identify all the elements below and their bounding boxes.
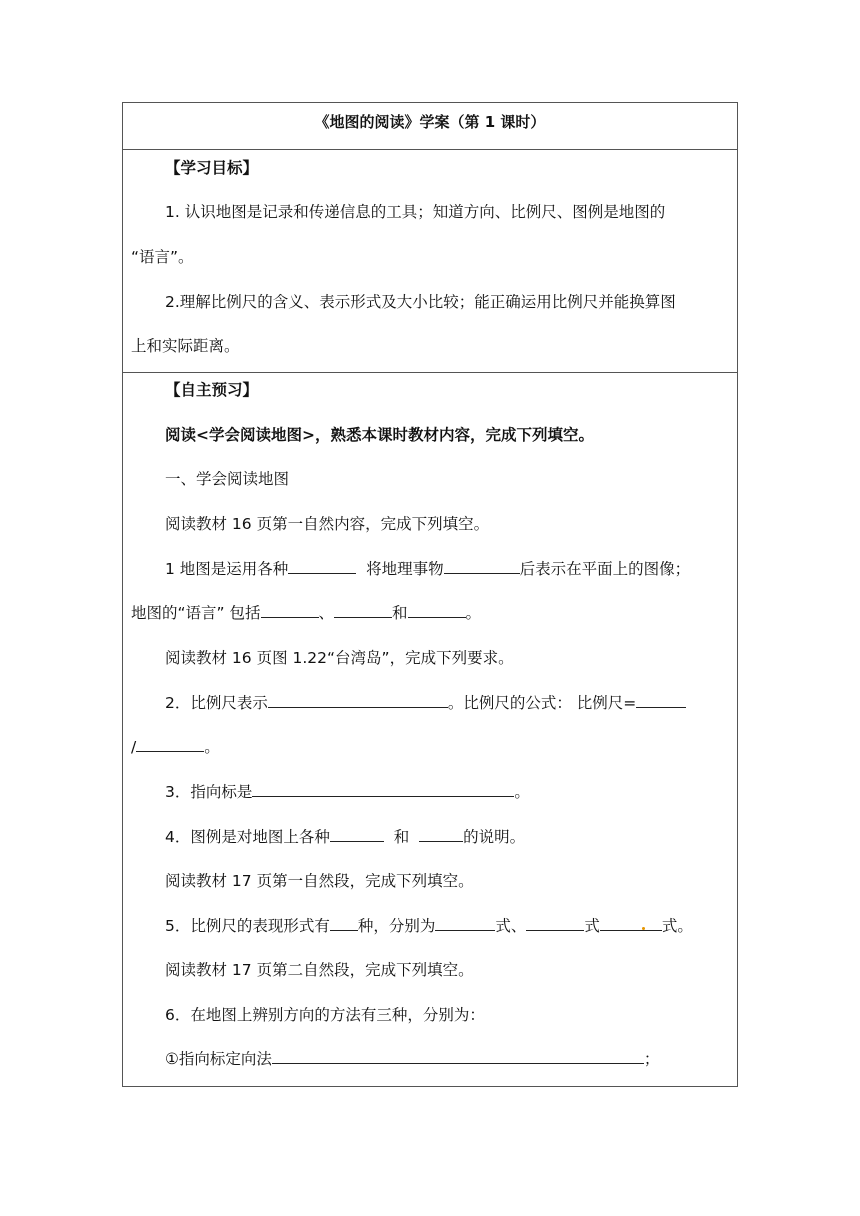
answer-blank[interactable] (444, 559, 520, 574)
question-1-line-2: 地图的“语言” 包括 、 和 。 (131, 604, 482, 622)
answer-blank[interactable] (330, 827, 384, 842)
answer-blank[interactable] (288, 559, 356, 574)
answer-blank[interactable] (408, 603, 466, 618)
objectives-heading: 【学习目标】 (165, 159, 259, 177)
title-row (123, 103, 737, 149)
question-6-item-1: ①指向标定向法 ； (165, 1050, 660, 1068)
answer-blank[interactable] (330, 916, 358, 931)
answer-blank[interactable] (268, 693, 448, 708)
objectives-section (123, 149, 737, 372)
reading-note-3: 阅读教材 17 页第一自然段，完成下列填空。 (165, 872, 474, 890)
objective-1-line-1: 1. 认识地图是记录和传递信息的工具；知道方向、比例尺、图例是地图的 (165, 203, 666, 221)
objective-2-line-2: 上和实际距离。 (131, 337, 240, 355)
reading-note-4: 阅读教材 17 页第二自然段，完成下列填空。 (165, 961, 474, 979)
question-2-line-1: 2．比例尺表示 。比例尺的公式： 比例尺= (165, 693, 686, 713)
question-3: 3．指向标是 。 (165, 783, 530, 801)
reading-note-1: 阅读教材 16 页第一自然内容，完成下列填空。 (165, 515, 490, 533)
question-1-line-1: 1 地图是运用各种 将地理事物 后表示在平面上的图像； (165, 560, 691, 578)
answer-blank[interactable] (600, 916, 662, 931)
question-2-line-2: / 。 (131, 738, 220, 756)
question-5: 5．比例尺的表现形式有 种，分别为 式、 式 式。 (165, 917, 693, 935)
answer-blank[interactable] (261, 603, 319, 618)
worksheet-table (122, 102, 738, 1087)
preview-instruction: 阅读<学会阅读地图>，熟悉本课时教材内容，完成下列填空。 (165, 426, 594, 444)
question-4: 4．图例是对地图上各种 和 的说明。 (165, 828, 526, 846)
answer-blank[interactable] (252, 782, 514, 797)
section-heading-1: 一、学会阅读地图 (165, 470, 290, 488)
page-title: 《地图的阅读》学案（第 1 课时） (314, 112, 546, 131)
answer-blank[interactable] (334, 603, 392, 618)
answer-blank[interactable] (272, 1049, 644, 1064)
answer-blank[interactable] (636, 693, 686, 708)
answer-blank[interactable] (419, 827, 463, 842)
preview-section (123, 372, 737, 1086)
objective-2-line-1: 2.理解比例尺的含义、表示形式及大小比较；能正确运用比例尺并能换算图 (165, 293, 676, 311)
reading-note-2: 阅读教材 16 页图 1.22“台湾岛”，完成下列要求。 (165, 649, 514, 667)
orange-dot-mark (642, 927, 645, 930)
answer-blank[interactable] (526, 916, 584, 931)
answer-blank[interactable] (136, 737, 204, 752)
answer-blank[interactable] (435, 916, 495, 931)
objective-1-line-2: “语言”。 (131, 248, 194, 266)
preview-heading: 【自主预习】 (165, 381, 259, 399)
question-6: 6．在地图上辨别方向的方法有三种，分别为： (165, 1006, 485, 1024)
